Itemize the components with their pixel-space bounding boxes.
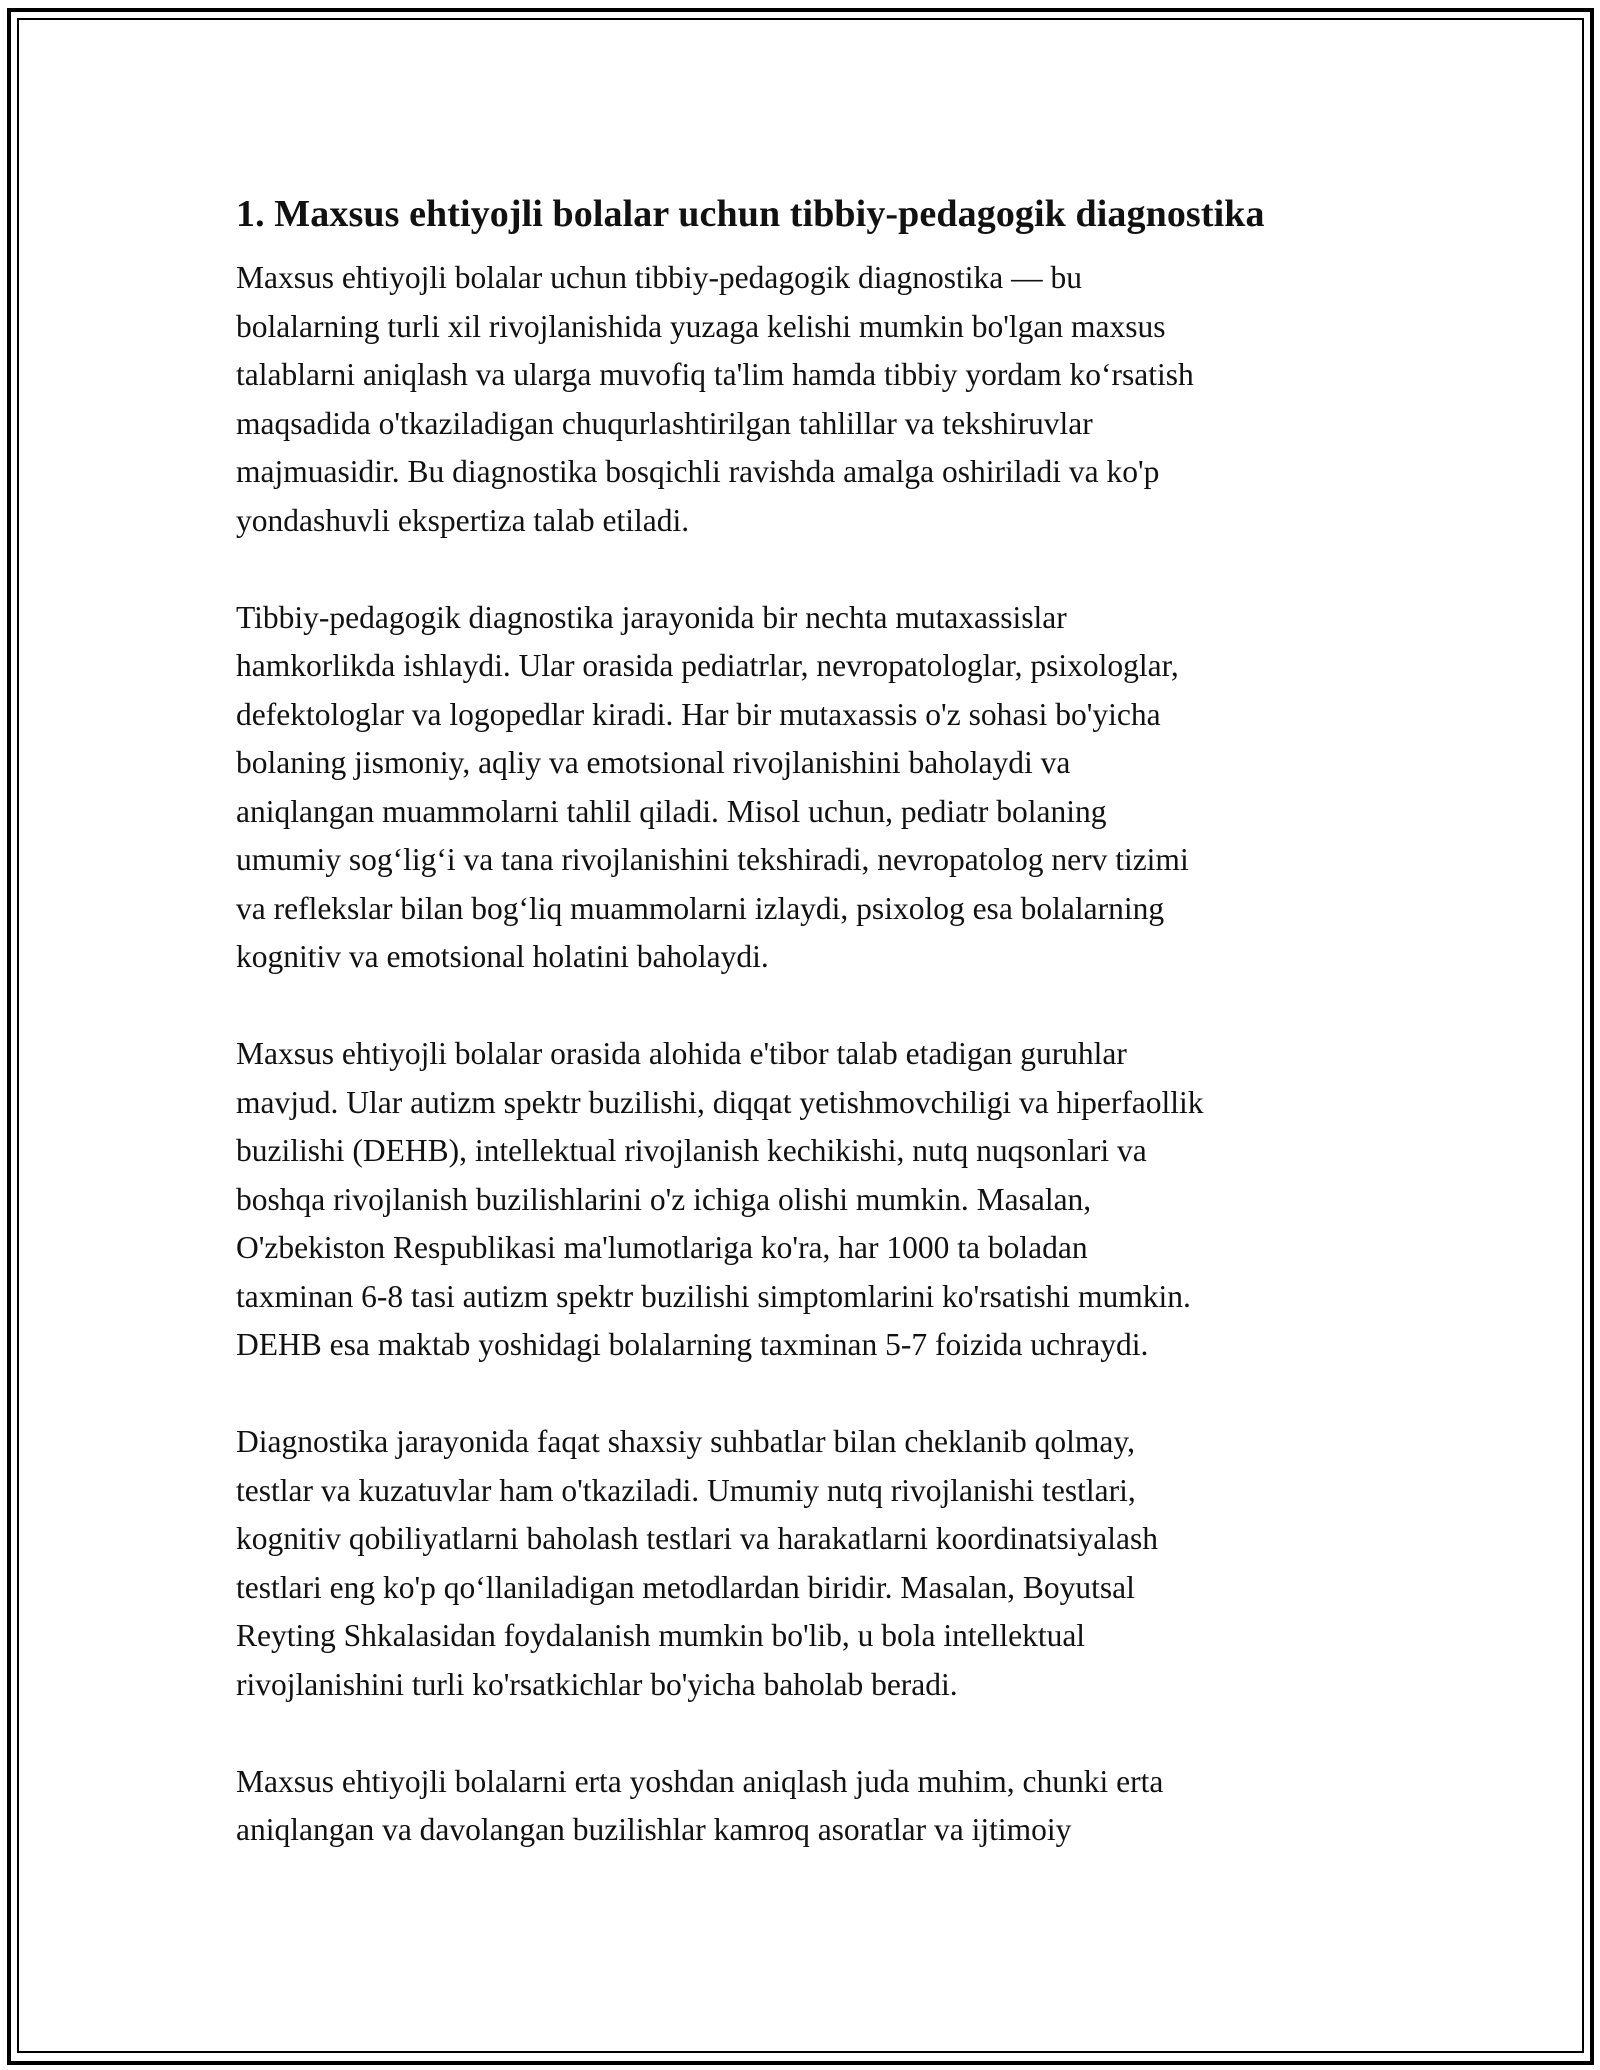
text-line: mavjud. Ular autizm spektr buzilishi, diqqat yetishmovchiligi va hiperfaollik xyxy=(236,1084,1204,1120)
text-line: aniqlangan muammolarni tahlil qiladi. Misol uchun, pediatr bolaning xyxy=(236,793,1107,829)
paragraph-groups xyxy=(236,1030,1376,1370)
paragraph-specialists xyxy=(236,594,1376,982)
text-line: testlari eng ko'p qo‘llaniladigan metodlardan biridir. Masalan, Boyutsal xyxy=(236,1569,1135,1605)
text-line: testlar va kuzatuvlar ham o'tkaziladi. Umumiy nutq rivojlanishi testlari, xyxy=(236,1472,1136,1508)
text-line: talablarni aniqlash va ularga muvofiq ta'lim hamda tibbiy yordam ko‘rsatish xyxy=(236,357,1194,392)
text-line: maqsadida o'tkaziladigan chuqurlashtirilgan tahlillar va tekshiruvlar xyxy=(236,405,1093,441)
paragraph-methods xyxy=(236,1418,1376,1709)
section-heading: 1. Maxsus ehtiyojli bolalar uchun tibbiy-pedagogik diagnostika xyxy=(236,193,1265,235)
text-line: kognitiv qobiliyatlarni baholash testlari va harakatlarni koordinatsiyalash xyxy=(236,1521,1159,1556)
paragraph-early-detection xyxy=(236,1758,1376,1855)
text-line: Maxsus ehtiyojli bolalarni erta yoshdan aniqlash juda muhim, chunki erta xyxy=(236,1763,1164,1799)
text-line: majmuasidir. Bu diagnostika bosqichli ravishda amalga oshiriladi va ko'p xyxy=(236,454,1160,489)
text-line: rivojlanishini turli ko'rsatkichlar bo'yicha baholab beradi. xyxy=(236,1666,958,1702)
text-line: Reyting Shkalasidan foydalanish mumkin bo'lib, u bola intellektual xyxy=(236,1618,1086,1653)
text-line: DEHB esa maktab yoshidagi bolalarning taxminan 5-7 foizida uchraydi. xyxy=(236,1327,1149,1362)
text-line: yondashuvli ekspertiza talab etiladi. xyxy=(236,502,690,538)
text-line: kognitiv va emotsional holatini baholaydi. xyxy=(236,939,769,974)
text-line: Diagnostika jarayonida faqat shaxsiy suhbatlar bilan cheklanib qolmay, xyxy=(236,1424,1135,1459)
text-line: taxminan 6-8 tasi autizm spektr buzilishi simptomlarini ko'rsatishi mumkin. xyxy=(236,1278,1191,1314)
text-line: bolalarning turli xil rivojlanishida yuzaga kelishi mumkin bo'lgan maxsus xyxy=(236,308,1166,344)
text-line: aniqlangan va davolangan buzilishlar kamroq asoratlar va ijtimoiy xyxy=(236,1812,1072,1847)
text-line: O'zbekiston Respublikasi ma'lumotlariga ko'ra, har 1000 ta boladan xyxy=(236,1230,1088,1265)
text-line: umumiy sog‘lig‘i va tana rivojlanishini tekshiradi, nevropatolog nerv tizimi xyxy=(236,842,1189,877)
document-body xyxy=(236,186,1376,1855)
text-line: bolaning jismoniy, aqliy va emotsional rivojlanishini baholaydi va xyxy=(236,745,1071,780)
text-line: hamkorlikda ishlaydi. Ular orasida pediatrlar, nevropatologlar, psixologlar, xyxy=(236,648,1179,683)
text-line: boshqa rivojlanish buzilishlarini o'z ichiga olishi mumkin. Masalan, xyxy=(236,1181,1092,1217)
text-line: Maxsus ehtiyojli bolalar orasida alohida e'tibor talab etadigan guruhlar xyxy=(236,1036,1127,1071)
text-line: va reflekslar bilan bog‘liq muammolarni izlaydi, psixolog esa bolalarning xyxy=(236,890,1165,926)
paragraph-intro xyxy=(236,254,1376,545)
text-line: buzilishi (DEHB), intellektual rivojlanish kechikishi, nutq nuqsonlari va xyxy=(236,1133,1147,1168)
text-line: Maxsus ehtiyojli bolalar uchun tibbiy-pedagogik diagnostika — bu xyxy=(236,260,1082,295)
text-line: defektologlar va logopedlar kiradi. Har bir mutaxassis o'z sohasi bo'yicha xyxy=(236,696,1161,732)
text-line: Tibbiy-pedagogik diagnostika jarayonida bir nechta mutaxassislar xyxy=(236,599,1067,635)
